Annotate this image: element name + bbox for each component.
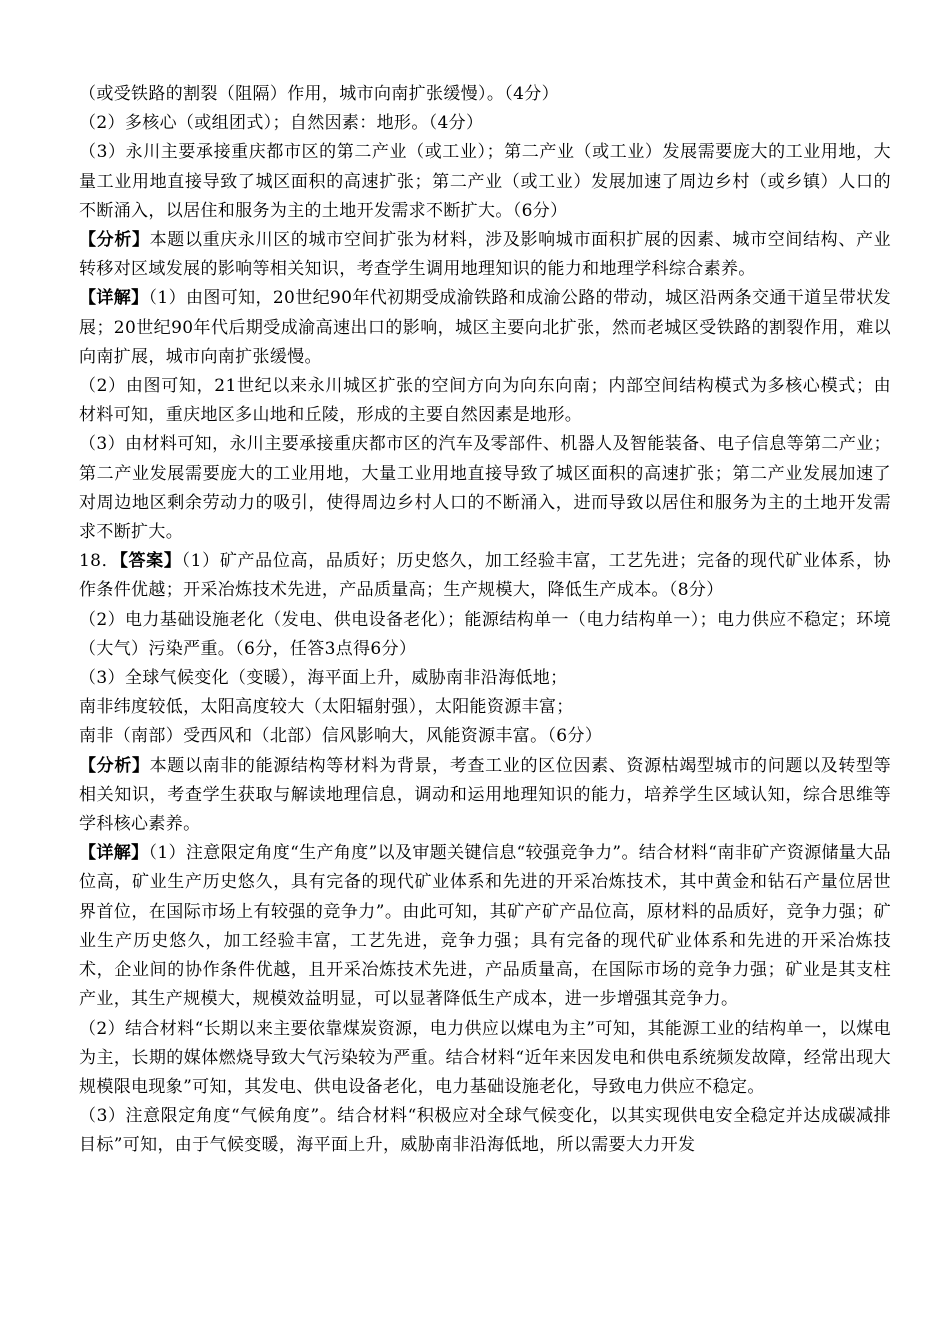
answer-17-3: （3）永川主要承接重庆都市区的第二产业（或工业）；第二产业（或工业）发展需要庞大的工业用地，大量工业用地直接导致了城区面积的高速扩张；第二产业（或工业）发展加速了周边乡村（或乡镇）人口的不断涌入，以居住和服务为主的土地开发需求不断扩大。（6分）	[79, 142, 891, 221]
explanation-label: 【详解】	[79, 843, 149, 864]
answer-18-2: （2）电力基础设施老化（发电、供电设备老化）；能源结构单一（电力结构单一）；电力供应不稳定；环境（大气）污染严重。（6分，任答3点得6分）	[79, 609, 891, 659]
explanation-18-3: （3）注意限定角度“气候角度”。结合材料“积极应对全球气候变化，以其实现供电安全稳定并达成碳减排目标”可知，由于气候变暖，海平面上升，威胁南非沿海低地，所以需要大力开发	[79, 1106, 891, 1156]
explanation-17-2: （2）由图可知，21世纪以来永川城区扩张的空间方向为向东向南；内部空间结构模式为多核心模式；由材料可知，重庆地区多山地和丘陵，形成的主要自然因素是地形。	[79, 376, 891, 426]
document-page	[79, 80, 891, 1161]
explanation-17-1: 【详解】（1）由图可知，20世纪90年代初期受成渝铁路和成渝公路的带动，城区沿两条交通干道呈带状发展；20世纪90年代后期受成渝高速出口的影响，城区主要向北扩张，然而老城区受铁路的割裂作用，难以向南扩展，城市向南扩张缓慢。	[79, 288, 891, 367]
analysis-label: 【分析】	[79, 755, 150, 776]
explanation-label: 【详解】	[79, 288, 149, 309]
answer-18-1: 18．【答案】（1）矿产品位高，品质好；历史悠久，加工经验丰富，工艺先进；完备的现代矿业体系，协作条件优越；开采冶炼技术先进，产品质量高；生产规模大，降低生产成本。（8分）	[79, 551, 891, 601]
answer-17-1-continued: （或受铁路的割裂（阻隔）作用，城市向南扩张缓慢）。（4分）	[79, 84, 559, 104]
question-number: 18．	[79, 551, 120, 572]
explanation-18-1: 【详解】（1）注意限定角度“生产角度”以及审题关键信息“较强竞争力”。结合材料“南非矿产资源储量大品位高，矿业生产历史悠久，具有完备的现代矿业体系和先进的开采冶炼技术，其中黄金和钻石产量位居世界首位，在国际市场上有较强的竞争力”。由此可知，其矿产矿产品位高，原材料的品质好，竞争力强；矿业生产历史悠久，加工经验丰富，工艺先进，竞争力强；具有完备的现代矿业体系和先进的开采冶炼技术，企业间的协作条件优越，且开采冶炼技术先进，产品质量高，在国际市场的竞争力强；矿业是其支柱产业，其生产规模大，规模效益明显，可以显著降低生产成本，进一步增强其竞争力。	[79, 843, 891, 1010]
answer-17-2: （2）多核心（或组团式）；自然因素：地形。（4分）	[79, 113, 484, 134]
explanation-17-3: （3）由材料可知，永川主要承接重庆都市区的汽车及零部件、机器人及智能装备、电子信息等第二产业；第二产业发展需要庞大的工业用地，大量工业用地直接导致了城区面积的高速扩张；第二产业发展加速了对周边地区剩余劳动力的吸引，使得周边乡村人口的不断涌入，进而导致以居住和服务为主的土地开发需求不断扩大。	[79, 434, 891, 543]
analysis-18: 【分析】本题以南非的能源结构等材料为背景，考查工业的区位因素、资源枯竭型城市的问题以及转型等相关知识，考查学生获取与解读地理信息，调动和运用地理知识的能力，培养学生区域认知，综合思维等学科核心素养。	[79, 755, 891, 835]
analysis-17: 【分析】本题以重庆永川区的城市空间扩张为材料，涉及影响城市面积扩展的因素、城市空间结构、产业转移对区域发展的影响等相关知识，考查学生调用地理知识的能力和地理学科综合素养。	[79, 230, 891, 280]
answer-18-3-line-1: （3）全球气候变化（变暖），海平面上升，威胁南非沿海低地；	[79, 668, 568, 689]
answer-18-3-line-3: 南非（南部）受西风和（北部）信风影响大，风能资源丰富。（6分）	[79, 726, 603, 747]
answer-label: 【答案】	[119, 551, 182, 572]
answer-18-3-line-2: 南非纬度较低，太阳高度较大（太阳辐射强），太阳能资源丰富；	[79, 697, 574, 718]
explanation-18-2: （2）结合材料“长期以来主要依靠煤炭资源，电力供应以煤电为主”可知，其能源工业的结构单一，以煤电为主，长期的媒体燃烧导致大气污染较为严重。结合材料“近年来因发电和供电系统频发故障，经常出现大规模限电现象”可知，其发电、供电设备老化，电力基础设施老化，导致电力供应不稳定。	[79, 1018, 891, 1097]
analysis-label: 【分析】	[79, 230, 150, 251]
